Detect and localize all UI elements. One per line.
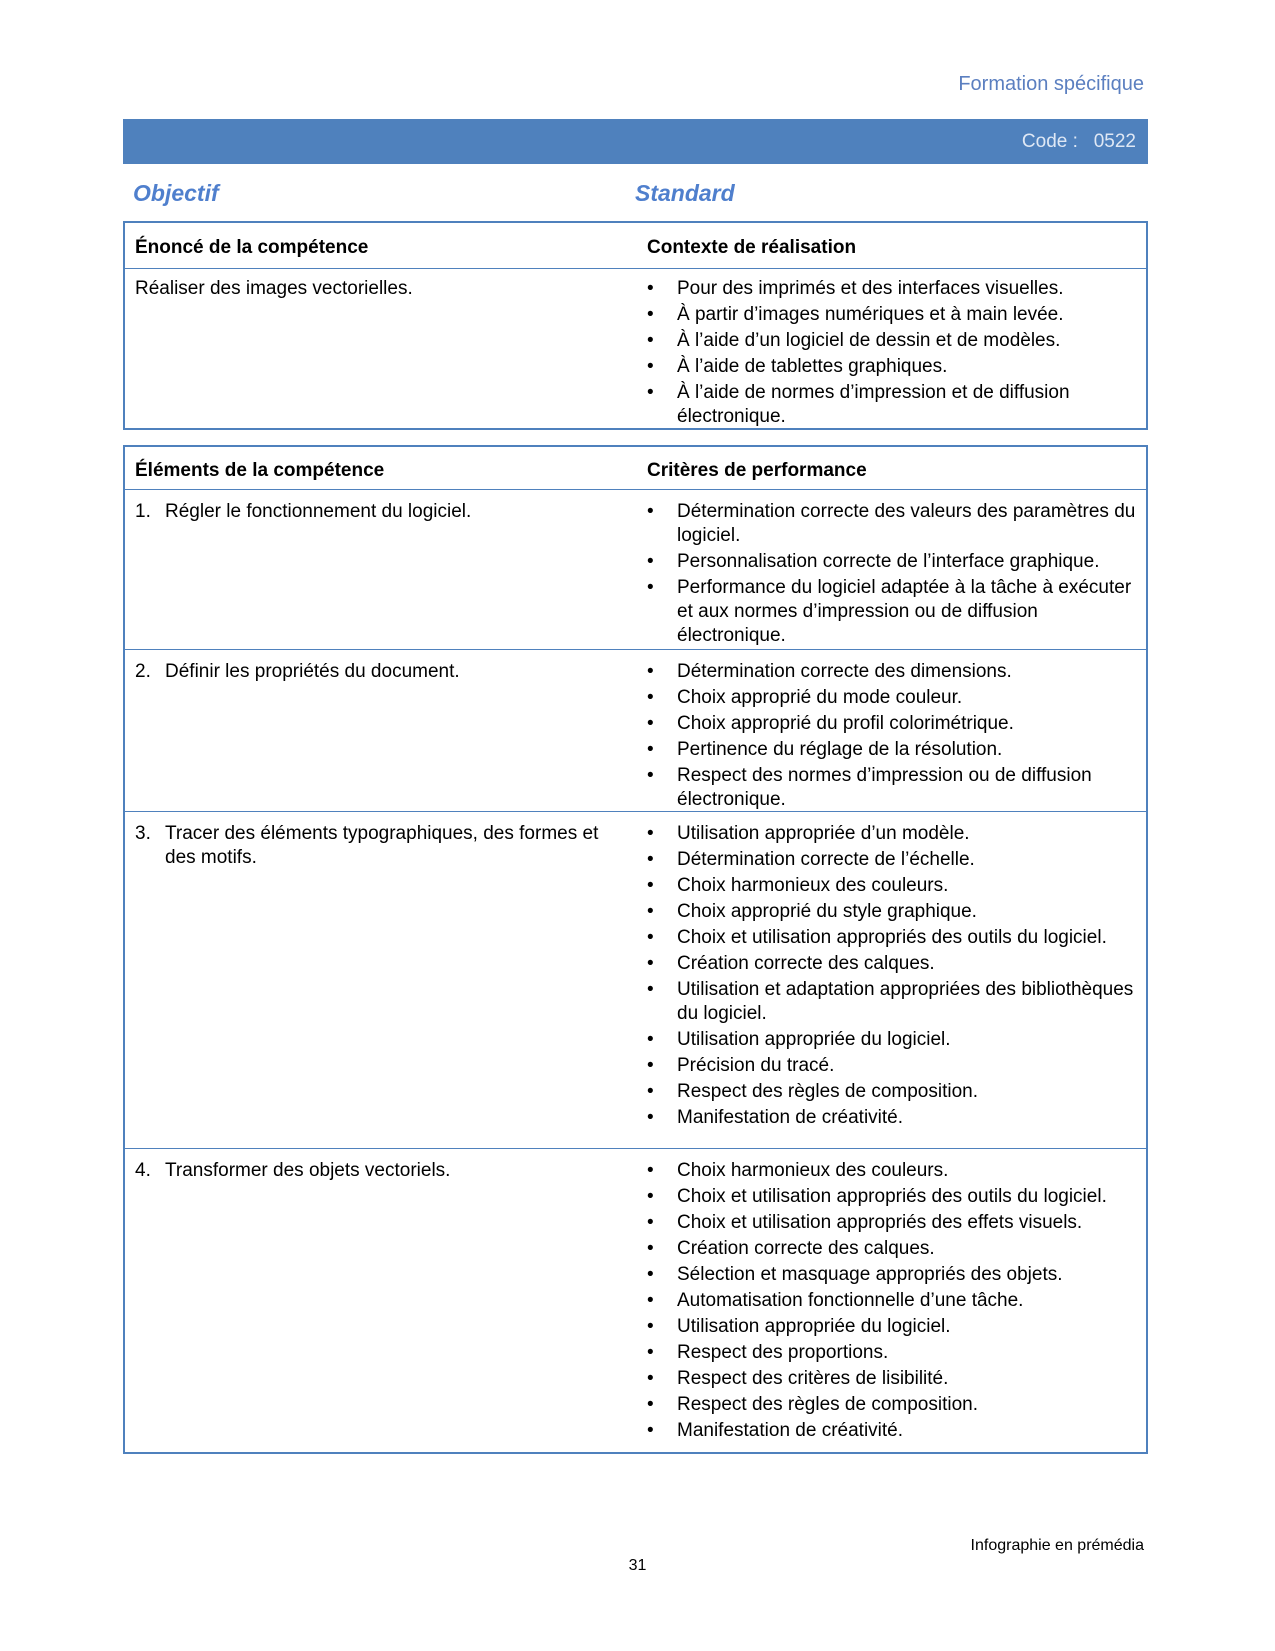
element-text: Régler le fonctionnement du logiciel. [165, 501, 472, 522]
list-item: • Utilisation appropriée du logiciel. [647, 1315, 1140, 1339]
list-item: • Choix approprié du mode couleur. [647, 686, 1140, 710]
criteria-list [647, 822, 1140, 1130]
context-list [647, 277, 1140, 429]
list-item: • Choix approprié du profil colorimétrique. [647, 712, 1140, 736]
competence-table [123, 221, 1148, 430]
list-item: • Sélection et masquage appropriés des objets. [647, 1263, 1140, 1287]
list-item: • Création correcte des calques. [647, 952, 1140, 976]
list-item: • Détermination correcte de l’échelle. [647, 848, 1140, 872]
list-item: • Précision du tracé. [647, 1054, 1140, 1078]
list-item: • Choix harmonieux des couleurs. [647, 874, 1140, 898]
element-row-2 [125, 649, 1146, 811]
list-item: • Pour des imprimés et des interfaces visuelles. [647, 277, 1140, 301]
list-item: • À l’aide de tablettes graphiques. [647, 355, 1140, 379]
element-row-3 [125, 811, 1146, 1148]
element-row-1 [125, 489, 1146, 649]
element-item [135, 660, 625, 684]
list-item: • Utilisation appropriée d’un modèle. [647, 822, 1140, 846]
page-number: 31 [628, 1557, 647, 1574]
element-number: 4. [135, 1160, 151, 1181]
list-item: • Création correcte des calques. [647, 1237, 1140, 1261]
list-item: • Détermination correcte des valeurs des paramètres du logiciel. [647, 500, 1140, 548]
list-item: • Choix et utilisation appropriés des effets visuels. [647, 1211, 1140, 1235]
element-item [135, 822, 625, 870]
context-header: Contexte de réalisation [647, 237, 857, 258]
criteria-list [647, 500, 1140, 648]
list-item: • Automatisation fonctionnelle d’une tâche. [647, 1289, 1140, 1313]
element-text: Transformer des objets vectoriels. [165, 1160, 451, 1181]
list-item: • Utilisation et adaptation appropriées des bibliothèques du logiciel. [647, 978, 1140, 1026]
standard-heading: Standard [635, 180, 735, 206]
competence-header-row [125, 223, 1146, 268]
elements-table [123, 445, 1148, 1454]
list-item: • Détermination correcte des dimensions. [647, 660, 1140, 684]
code-bar [123, 119, 1148, 164]
elements-header: Éléments de la compétence [135, 460, 385, 481]
section-label: Formation spécifique [958, 73, 1144, 95]
elements-header-row [125, 447, 1146, 489]
list-item: • Respect des règles de composition. [647, 1080, 1140, 1104]
program-name: Infographie en prémédia [970, 1537, 1144, 1554]
program-code: Code : 0522 [1021, 131, 1136, 152]
list-item: • Choix harmonieux des couleurs. [647, 1159, 1140, 1183]
element-number: 3. [135, 823, 151, 844]
objectif-heading: Objectif [133, 180, 219, 206]
competence-statement: Réaliser des images vectorielles. [135, 278, 413, 299]
element-text: Définir les propriétés du document. [165, 661, 460, 682]
list-item: • Personnalisation correcte de l’interface graphique. [647, 550, 1140, 574]
list-item: • Respect des critères de lisibilité. [647, 1367, 1140, 1391]
element-number: 1. [135, 501, 151, 522]
list-item: • À l’aide d’un logiciel de dessin et de modèles. [647, 329, 1140, 353]
list-item: • Manifestation de créativité. [647, 1106, 1140, 1130]
competence-statement-header: Énoncé de la compétence [135, 237, 369, 258]
list-item: • Pertinence du réglage de la résolution. [647, 738, 1140, 762]
list-item: • Respect des normes d’impression ou de diffusion électronique. [647, 764, 1140, 812]
list-item: • Respect des règles de composition. [647, 1393, 1140, 1417]
list-item: • Performance du logiciel adaptée à la tâche à exécuter et aux normes d’impression ou de diffusion électronique. [647, 576, 1140, 648]
list-item: • Respect des proportions. [647, 1341, 1140, 1365]
element-row-4 [125, 1148, 1146, 1454]
element-item [135, 500, 625, 524]
list-item: • Utilisation appropriée du logiciel. [647, 1028, 1140, 1052]
list-item: • Choix et utilisation appropriés des outils du logiciel. [647, 1185, 1140, 1209]
competence-body-row [125, 268, 1146, 429]
list-item: • Choix approprié du style graphique. [647, 900, 1140, 924]
list-item: • À partir d’images numériques et à main levée. [647, 303, 1140, 327]
element-text: Tracer des éléments typographiques, des formes et des motifs. [165, 823, 599, 868]
criteria-list [647, 660, 1140, 812]
criteria-list [647, 1159, 1140, 1443]
list-item: • Choix et utilisation appropriés des outils du logiciel. [647, 926, 1140, 950]
criteria-header: Critères de performance [647, 460, 867, 481]
element-number: 2. [135, 661, 151, 682]
list-item: • À l’aide de normes d’impression et de diffusion électronique. [647, 381, 1140, 429]
element-item [135, 1159, 625, 1183]
list-item: • Manifestation de créativité. [647, 1419, 1140, 1443]
